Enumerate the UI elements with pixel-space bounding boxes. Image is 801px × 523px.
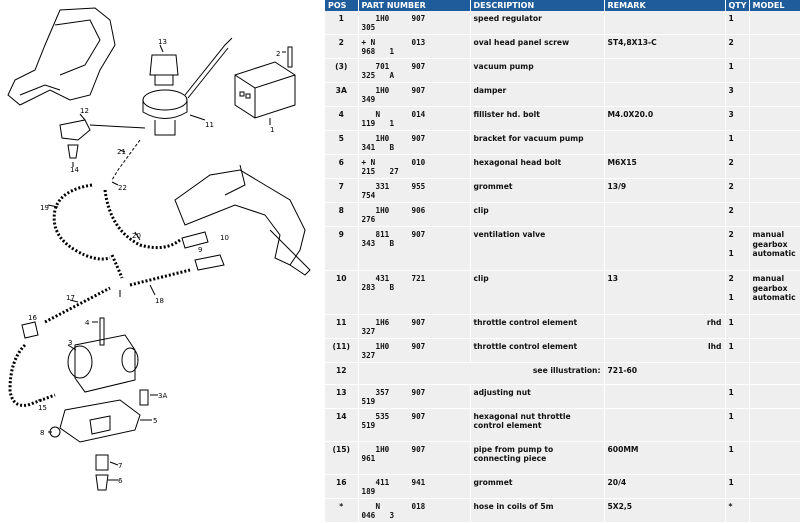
cell-pos: 2 (325, 35, 358, 59)
qty-value (729, 284, 746, 294)
table-row[interactable] (325, 409, 800, 442)
model-value: gearbox (752, 283, 788, 293)
cell-model (749, 131, 800, 155)
cell-remark (604, 271, 725, 315)
cell-description: hexagonal head bolt (470, 155, 604, 179)
part-number-suffix: B (389, 143, 395, 152)
table-row[interactable] (325, 475, 800, 499)
table-row[interactable] (325, 11, 800, 35)
part-number-base: N (375, 502, 381, 511)
model-value: automatic (752, 293, 796, 302)
part-number-middle: 907 (411, 230, 426, 239)
header-qty: QTY (725, 0, 749, 11)
cell-part-number (358, 131, 470, 155)
callout-1: 1 (270, 126, 275, 134)
cell-part-number (358, 442, 470, 475)
cell-pos: 3A (325, 83, 358, 107)
qty-value: 1 (728, 293, 734, 302)
callout-4: 4 (85, 319, 90, 327)
part-number-end: 305 (361, 23, 376, 32)
part-number-end: 276 (361, 215, 376, 224)
cell-qty (725, 475, 749, 499)
part-number-middle: 907 (411, 62, 426, 71)
model-value: manual (752, 274, 785, 283)
part-number-base: 411 (375, 478, 390, 487)
cell-part-number (358, 35, 470, 59)
model-value: manual (752, 230, 785, 239)
cell-qty (725, 363, 749, 385)
table-row[interactable] (325, 131, 800, 155)
table-row[interactable] (325, 155, 800, 179)
table-row[interactable] (325, 315, 800, 339)
cell-model (749, 59, 800, 83)
cell-see-illustration: see illustration: (358, 363, 604, 385)
cell-qty (725, 315, 749, 339)
header-model: MODEL (749, 0, 800, 11)
part-number-base: 811 (375, 230, 390, 239)
part-number-suffix: 27 (389, 167, 399, 176)
callout-2: 2 (276, 50, 281, 58)
cell-pos: 13 (325, 385, 358, 409)
cell-model (749, 315, 800, 339)
cell-description: hexagonal nut throttle control element (470, 409, 604, 442)
cell-remark (604, 107, 725, 131)
cell-pos: 5 (325, 131, 358, 155)
cell-description: ventilation valve (470, 227, 604, 271)
cell-part-number (358, 107, 470, 131)
part-number-base: 331 (375, 182, 390, 191)
qty-value (729, 366, 746, 376)
cell-qty (725, 203, 749, 227)
cell-pos: 8 (325, 203, 358, 227)
callout-3a: 3A (158, 392, 168, 400)
part-number-end: 325 (361, 71, 376, 80)
remark-side: lhd (708, 342, 722, 351)
cell-remark (604, 409, 725, 442)
cell-part-number (358, 271, 470, 315)
part-number-end: 327 (361, 327, 376, 336)
cell-model (749, 227, 800, 271)
qty-value: 2 (728, 274, 734, 283)
cell-pos: 10 (325, 271, 358, 315)
cell-qty (725, 59, 749, 83)
table-row[interactable] (325, 203, 800, 227)
cell-pos: 16 (325, 475, 358, 499)
part-number-base: 1H0 (375, 206, 390, 215)
part-number-base: 1H0 (375, 86, 390, 95)
part-number-middle: 014 (411, 110, 426, 119)
cell-model (749, 442, 800, 475)
qty-value: 2 (728, 38, 734, 47)
cell-pos: * (325, 499, 358, 523)
cell-see-ref[interactable]: 721-60 (604, 363, 725, 385)
cell-qty (725, 442, 749, 475)
cell-pos: 7 (325, 179, 358, 203)
cell-part-number (358, 315, 470, 339)
cell-qty (725, 227, 749, 271)
cell-model (749, 475, 800, 499)
table-row[interactable] (325, 339, 800, 363)
part-number-end: 189 (361, 487, 376, 496)
cell-qty (725, 179, 749, 203)
qty-value: 1 (728, 342, 734, 351)
remark-text: ST4,8X13-C (607, 38, 657, 47)
part-number-base: 1H0 (375, 14, 390, 23)
qty-value: * (728, 502, 733, 511)
callout-16: 16 (28, 314, 37, 322)
qty-value: 1 (728, 388, 734, 397)
part-number-end: 961 (361, 454, 376, 463)
cell-pos: (15) (325, 442, 358, 475)
qty-value (729, 240, 746, 250)
cell-part-number (358, 155, 470, 179)
qty-value: 1 (728, 14, 734, 23)
cell-model (749, 385, 800, 409)
part-number-middle: 721 (411, 274, 426, 283)
part-number-end: 283 (361, 283, 376, 292)
part-number-middle: 907 (411, 412, 426, 421)
cell-description: adjusting nut (470, 385, 604, 409)
part-number-middle: 013 (411, 38, 426, 47)
parts-table-panel (325, 0, 800, 520)
table-row[interactable] (325, 83, 800, 107)
part-number-suffix: A (389, 71, 395, 80)
part-number-base: 431 (375, 274, 390, 283)
part-number-end: 119 (361, 119, 376, 128)
header-description: DESCRIPTION (470, 0, 604, 11)
cell-remark (604, 339, 725, 363)
table-row[interactable] (325, 59, 800, 83)
table-row[interactable] (325, 499, 800, 523)
cell-description: throttle control element (470, 315, 604, 339)
parts-table-body (325, 11, 800, 523)
cell-remark (604, 59, 725, 83)
part-number-end: 327 (361, 351, 376, 360)
qty-value: 1 (728, 412, 734, 421)
part-number-end: 046 (361, 511, 376, 520)
cell-remark (604, 155, 725, 179)
part-number-base: 1H0 (375, 342, 390, 351)
remark-text: 13/9 (607, 182, 627, 191)
cell-qty (725, 107, 749, 131)
part-number-middle: 906 (411, 206, 426, 215)
cell-remark (604, 442, 725, 475)
model-value: gearbox (752, 239, 788, 249)
cell-remark (604, 227, 725, 271)
part-number-base: N (375, 110, 381, 119)
header-part-number: PART NUMBER (358, 0, 470, 11)
callout-18: 18 (155, 297, 164, 305)
part-number-end: 349 (361, 95, 376, 104)
part-number-middle: 941 (411, 478, 426, 487)
cell-part-number (358, 385, 470, 409)
cell-qty (725, 271, 749, 315)
cell-description: speed regulator (470, 11, 604, 35)
callout-12: 12 (80, 107, 89, 115)
cell-qty (725, 35, 749, 59)
part-number-suffix: 1 (389, 47, 395, 56)
cell-remark (604, 179, 725, 203)
cell-qty (725, 131, 749, 155)
cell-model (749, 499, 800, 523)
callout-9: 9 (198, 246, 203, 254)
cell-model (749, 35, 800, 59)
part-number-middle: 907 (411, 14, 426, 23)
exploded-parts-diagram (0, 0, 325, 501)
cell-model (749, 107, 800, 131)
table-row[interactable] (325, 271, 800, 315)
part-number-middle: 907 (411, 134, 426, 143)
cell-model (749, 11, 800, 35)
callout-5: 5 (153, 417, 158, 425)
cell-remark (604, 11, 725, 35)
cell-part-number (358, 83, 470, 107)
cell-remark (604, 475, 725, 499)
cell-model (749, 339, 800, 363)
qty-value: 1 (728, 445, 734, 454)
cell-part-number (358, 409, 470, 442)
qty-value: 1 (728, 134, 734, 143)
callout-3: 3 (68, 339, 73, 347)
part-number-middle: 907 (411, 342, 426, 351)
table-row[interactable] (325, 227, 800, 271)
part-number-suffix: 1 (389, 119, 395, 128)
cell-description: bracket for vacuum pump (470, 131, 604, 155)
cell-qty (725, 155, 749, 179)
part-number-middle: 018 (411, 502, 426, 511)
part-number-base: 1H6 (375, 318, 390, 327)
header-remark: REMARK (604, 0, 725, 11)
remark-text: 5X2,5 (607, 502, 633, 511)
remark-text: M4.0X20.0 (607, 110, 654, 119)
cell-part-number (358, 179, 470, 203)
cell-model (749, 83, 800, 107)
qty-value: 3 (728, 86, 734, 95)
part-number-middle: 010 (411, 158, 426, 167)
diagram-callouts (28, 38, 280, 485)
parts-table (325, 0, 801, 523)
cell-part-number (358, 339, 470, 363)
part-number-base: 535 (375, 412, 390, 421)
qty-value: 1 (728, 318, 734, 327)
remark-text: M6X15 (607, 158, 637, 167)
cell-description: damper (470, 83, 604, 107)
part-number-end: 519 (361, 421, 376, 430)
cell-remark (604, 499, 725, 523)
cell-qty (725, 11, 749, 35)
model-value: automatic (752, 249, 796, 258)
cell-part-number (358, 475, 470, 499)
part-number-middle: 907 (411, 318, 426, 327)
qty-value: 2 (728, 206, 734, 215)
qty-value: 2 (728, 230, 734, 239)
qty-value: 3 (728, 110, 734, 119)
part-flag: + N (361, 158, 376, 167)
part-number-base: 357 (375, 388, 390, 397)
header-pos: POS (325, 0, 358, 11)
part-number-end: 341 (361, 143, 376, 152)
cell-qty (725, 409, 749, 442)
part-number-end: 215 (361, 167, 376, 176)
cell-model (749, 409, 800, 442)
cell-qty (725, 499, 749, 523)
part-number-middle: 907 (411, 445, 426, 454)
callout-14: 14 (70, 166, 79, 174)
cell-description: grommet (470, 475, 604, 499)
parts-illustration (0, 0, 325, 501)
callout-17: 17 (66, 294, 75, 302)
cell-model (749, 155, 800, 179)
table-header-row (325, 0, 800, 11)
callout-10: 10 (220, 234, 229, 242)
part-number-base: 701 (375, 62, 390, 71)
part-flag: + N (361, 38, 376, 47)
remark-side: rhd (706, 318, 722, 327)
cell-part-number (358, 203, 470, 227)
cell-pos: 11 (325, 315, 358, 339)
callout-13: 13 (158, 38, 167, 46)
part-number-middle: 955 (411, 182, 426, 191)
qty-value: 1 (728, 62, 734, 71)
cell-description: oval head panel screw (470, 35, 604, 59)
qty-value: 2 (728, 158, 734, 167)
table-row[interactable] (325, 363, 800, 385)
cell-description: pipe from pump to connecting piece (470, 442, 604, 475)
qty-value: 1 (728, 478, 734, 487)
cell-qty (725, 385, 749, 409)
cell-description: grommet (470, 179, 604, 203)
cell-part-number (358, 499, 470, 523)
cell-description: clip (470, 271, 604, 315)
callout-21: 21 (117, 148, 126, 156)
cell-pos: 1 (325, 11, 358, 35)
qty-value: 2 (728, 182, 734, 191)
cell-model (749, 363, 800, 385)
callout-15: 15 (38, 404, 47, 412)
cell-part-number (358, 59, 470, 83)
table-row[interactable] (325, 107, 800, 131)
cell-description: clip (470, 203, 604, 227)
callout-7: 7 (118, 462, 123, 470)
cell-model (749, 203, 800, 227)
cell-description: vacuum pump (470, 59, 604, 83)
cell-description: hose in coils of 5m (470, 499, 604, 523)
callout-11: 11 (205, 121, 214, 129)
cell-part-number (358, 227, 470, 271)
callout-19: 19 (40, 204, 49, 212)
table-row[interactable] (325, 442, 800, 475)
part-number-end: 968 (361, 47, 376, 56)
cell-remark (604, 35, 725, 59)
qty-value: 1 (728, 249, 734, 258)
part-number-middle: 907 (411, 388, 426, 397)
cell-remark (604, 385, 725, 409)
part-number-suffix: B (389, 283, 395, 292)
cell-model (749, 271, 800, 315)
cell-remark (604, 83, 725, 107)
remark-text: 13 (607, 274, 619, 283)
callout-20: 20 (132, 232, 141, 240)
cell-pos: 9 (325, 227, 358, 271)
cell-description: throttle control element (470, 339, 604, 363)
part-number-base: 1H0 (375, 445, 390, 454)
table-row[interactable] (325, 35, 800, 59)
callout-22: 22 (118, 184, 127, 192)
part-number-suffix: 3 (389, 511, 395, 520)
cell-remark (604, 131, 725, 155)
cell-remark (604, 203, 725, 227)
cell-pos: (3) (325, 59, 358, 83)
part-number-base: 1H0 (375, 134, 390, 143)
table-row[interactable] (325, 179, 800, 203)
cell-pos: (11) (325, 339, 358, 363)
remark-text: 20/4 (607, 478, 627, 487)
part-number-end: 343 (361, 239, 376, 248)
cell-pos: 12 (325, 363, 358, 385)
cell-description: fillister hd. bolt (470, 107, 604, 131)
part-number-middle: 907 (411, 86, 426, 95)
part-number-suffix: B (389, 239, 395, 248)
cell-model (749, 179, 800, 203)
cell-qty (725, 83, 749, 107)
cell-pos: 6 (325, 155, 358, 179)
cell-pos: 4 (325, 107, 358, 131)
callout-8: 8 (40, 429, 45, 437)
cell-qty (725, 339, 749, 363)
table-row[interactable] (325, 385, 800, 409)
part-number-end: 519 (361, 397, 376, 406)
cell-remark (604, 315, 725, 339)
callout-6: 6 (118, 477, 123, 485)
cell-part-number (358, 11, 470, 35)
cell-pos: 14 (325, 409, 358, 442)
remark-text: 600MM (607, 445, 639, 454)
part-number-end: 754 (361, 191, 376, 200)
